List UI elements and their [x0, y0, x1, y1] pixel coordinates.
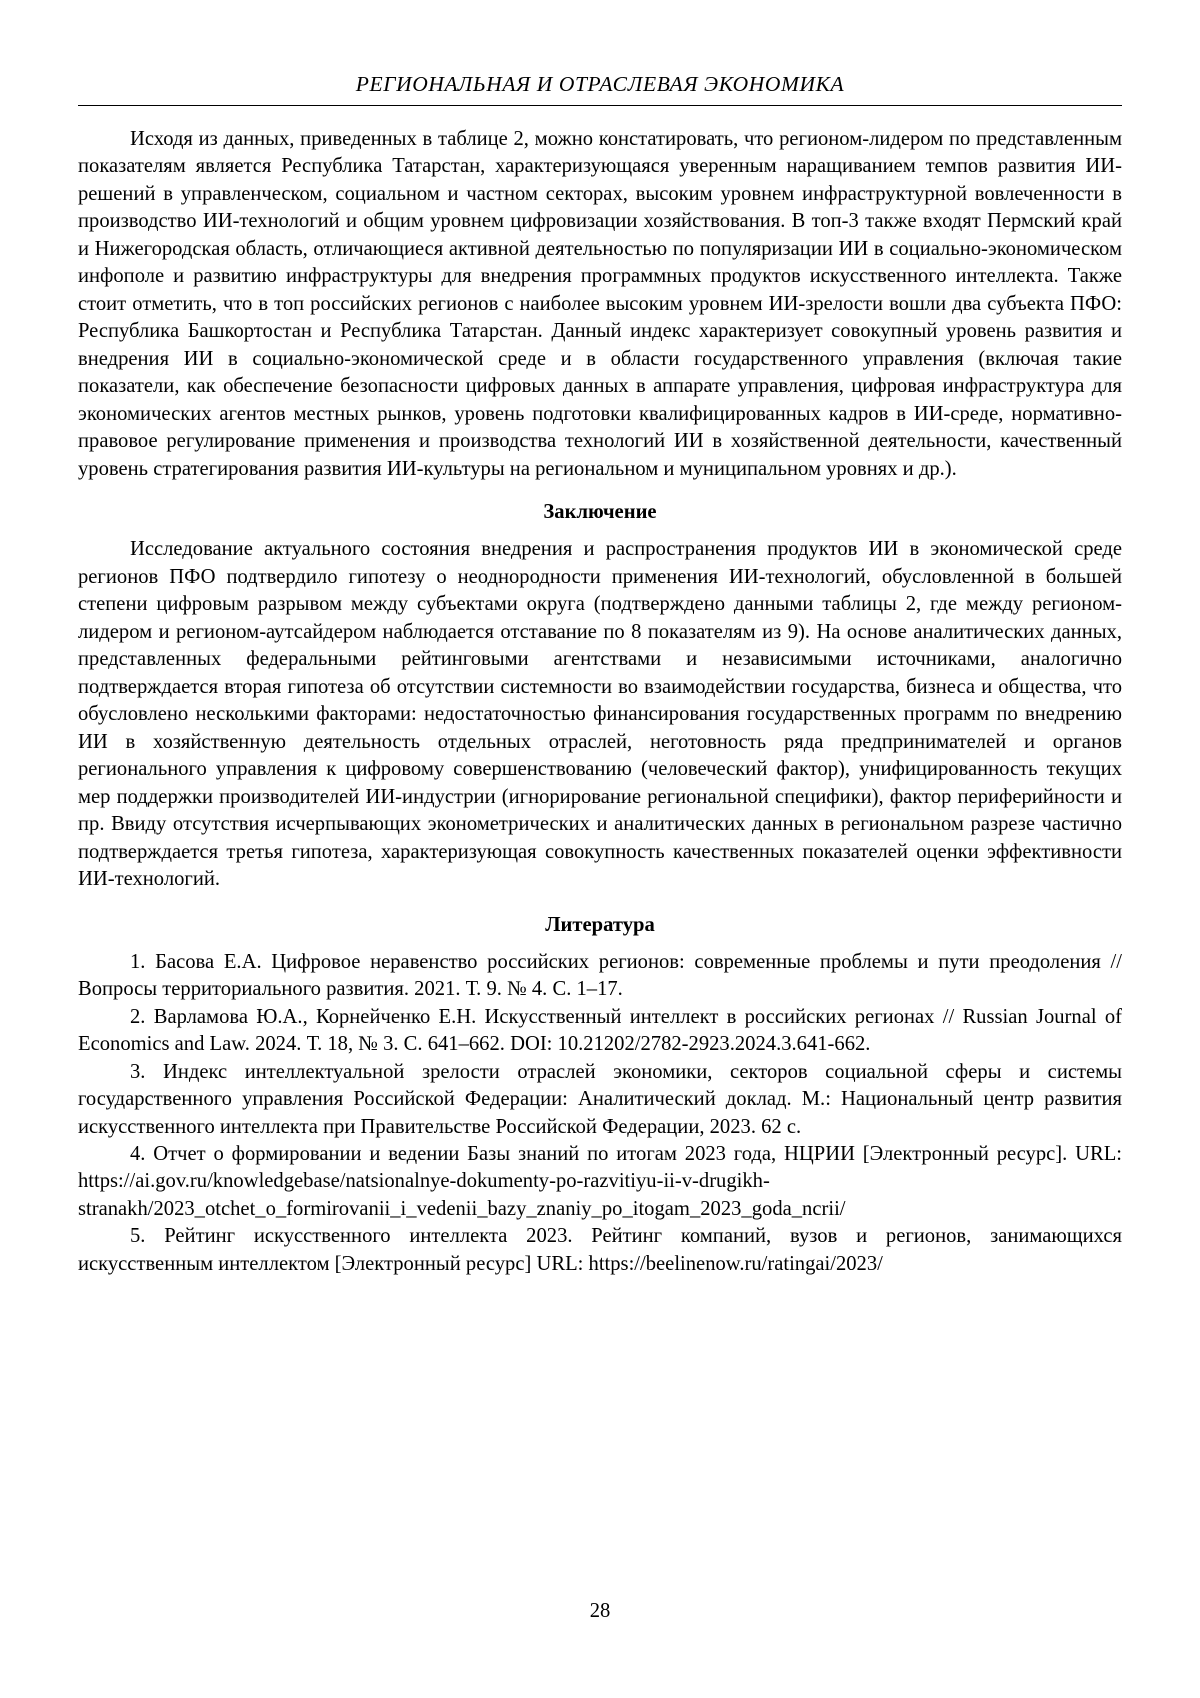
- reference-item: 2. Варламова Ю.А., Корнейченко Е.Н. Искусственный интеллект в российских регионах // Russian Journal of Economics and Law. 2024. Т. 18, № 3. С. 641–662. DOI: 10.21202/2782-2923.2024.3.641-662.: [78, 1005, 1122, 1056]
- page-number: 28: [589, 1600, 611, 1622]
- reference-item: 1. Басова Е.А. Цифровое неравенство российских регионов: современные проблемы и пути преодоления // Вопросы территориального развития. 2021. Т. 9. № 4. С. 1–17.: [78, 950, 1122, 1001]
- reference-item: 4. Отчет о формировании и ведении Базы знаний по итогам 2023 года, НЦРИИ [Электронный ресурс]. URL: https://ai.gov.ru/knowledgebase/natsionalnye-dokumenty-po-razvitiyu-ii-v-drugikh-stranakh/2023_otchet_o_formirovanii_i_vedenii_bazy_znaniy_po_itogam_2023_goda_ncrii/: [78, 1142, 1122, 1220]
- section-title-conclusion: Заключение: [543, 501, 657, 524]
- reference-item: 5. Рейтинг искусственного интеллекта 2023. Рейтинг компаний, вузов и регионов, занимающихся искусственным интеллектом [Электронный ресурс] URL: https://beelinenow.ru/ratingai/2023/: [78, 1225, 1122, 1275]
- reference-item: 3. Индекс интеллектуальной зрелости отраслей экономики, секторов социальной сферы и системы государственного управления Российской Федерации: Аналитический доклад. М.: Национальный центр развития искусственного интеллекта при Правительстве Российской Федерации, 2023. 62 с.: [78, 1060, 1122, 1138]
- running-head: РЕГИОНАЛЬНАЯ И ОТРАСЛЕВАЯ ЭКОНОМИКА: [355, 72, 845, 96]
- paragraph-conclusion: Исследование актуального состояния внедрения и распространения продуктов ИИ в экономической среде регионов ПФО подтвердило гипотезу о неоднородности применения ИИ-технологий, обусловленной в большей степени цифровым разрывом между субъектами округа (подтверждено данными таблицы 2, где между регионом-лидером и регионом-аутсайдером наблюдается отставание по 8 показателям из 9). На основе аналитических данных, представленных федеральными рейтинговыми агентствами и независимыми источниками, аналогично подтверждается вторая гипотеза об отсутствии системности во взаимодействии государства, бизнеса и общества, что обусловлено несколькими факторами: недостаточностью финансирования государственных программ по внедрению ИИ в хозяйственную деятельность отдельных отраслей, неготовность ряда предпринимателей и органов регионального управления к цифровому совершенствованию (человеческий фактор), унифицированность текущих мер поддержки производителей ИИ-индустрии (игнорирование региональной специфики), фактор периферийности и пр. Ввиду отсутствия исчерпывающих эконометрических и аналитических данных в региональном разрезе частично подтверждается третья гипотеза, характеризующая совокупность качественных показателей оценки эффективности ИИ-технологий.: [78, 538, 1122, 891]
- references-list: [78, 949, 1122, 1279]
- page-content: [78, 72, 1122, 1278]
- paragraph-intro: Исходя из данных, приведенных в таблице 2, можно констатировать, что регионом-лидером по представленным показателям является Республика Татарстан, характеризующаяся уверенным наращиванием темпов развития ИИ-решений в управленческом, социальном и частном секторах, высоким уровнем инфраструктурной вовлеченности в производство ИИ-технологий и общим уровнем цифровизации хозяйствования. В топ-3 также входят Пермский край и Нижегородская область, отличающиеся активной деятельностью по популяризации ИИ в социально-экономическом инфополе и развитию инфраструктуры для внедрения программных продуктов искусственного интеллекта. Также стоит отметить, что в топ российских регионов с наиболее высоким уровнем ИИ-зрелости вошли два субъекта ПФО: Республика Башкортостан и Республика Татарстан. Данный индекс характеризует совокупный уровень развития и внедрения ИИ в социально-экономической среде и в области государственного управления (включая такие показатели, как обеспечение безопасности цифровых данных в аппарате управления, цифровая инфраструктура для экономических агентов местных рынков, уровень подготовки квалифицированных кадров в ИИ-среде, нормативно-правовое регулирование применения и производства технологий ИИ в хозяйственной деятельности, качественный уровень стратегирования развития ИИ-культуры на региональном и муниципальном уровнях и др.).: [78, 128, 1122, 480]
- section-title-references: Литература: [545, 913, 655, 936]
- header-divider: [78, 105, 1122, 106]
